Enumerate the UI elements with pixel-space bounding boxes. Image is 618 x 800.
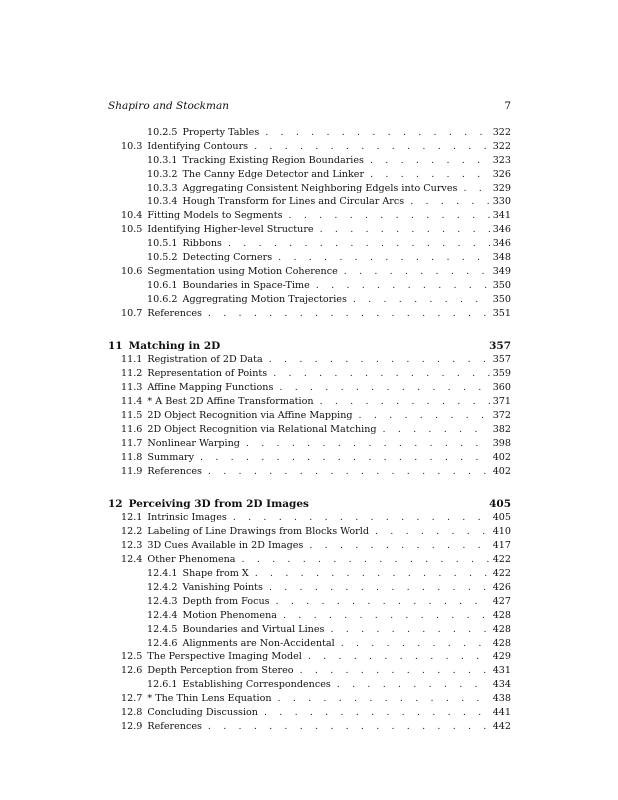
toc-entry[interactable] (108, 637, 511, 651)
dot-leader (309, 539, 489, 553)
toc-entry-page: 322 (492, 127, 511, 138)
table-of-contents (108, 126, 511, 734)
dot-leader (344, 265, 490, 279)
toc-entry[interactable] (108, 650, 511, 664)
toc-entry-page: 326 (492, 168, 511, 180)
toc-entry-number: 11.8 (121, 451, 143, 463)
toc-entry-title: Representation of Points (147, 368, 268, 380)
dot-leader (341, 637, 490, 651)
dot-leader (269, 581, 490, 595)
toc-entry-title: References (147, 465, 202, 477)
toc-entry[interactable] (108, 395, 511, 409)
dot-leader (353, 293, 490, 307)
toc-entry[interactable] (108, 720, 511, 734)
toc-entry-number: 10.3.3 (147, 182, 178, 194)
toc-entry[interactable] (108, 525, 511, 539)
toc-entry[interactable] (108, 251, 511, 265)
toc-entry-page: 426 (492, 581, 511, 593)
dot-leader (370, 168, 490, 182)
toc-entry-number: 12.4.5 (147, 623, 178, 635)
toc-entry-number: 12.4.2 (147, 581, 178, 593)
toc-entry-page: 434 (492, 679, 511, 691)
toc-entry[interactable] (108, 279, 511, 293)
toc-entry-page: 346 (492, 224, 511, 236)
dot-leader (320, 223, 490, 237)
toc-entry-page: 350 (492, 279, 511, 291)
toc-entry[interactable] (108, 678, 511, 692)
toc-entry-title: Alignments are Non-Accidental (182, 637, 335, 649)
toc-entry-title: The Canny Edge Detector and Linker (182, 168, 365, 180)
toc-entry-title: Summary (147, 451, 195, 463)
dot-leader (279, 381, 489, 395)
toc-entry[interactable] (108, 126, 511, 140)
dot-leader (265, 126, 489, 140)
toc-entry-number: 10.6 (121, 265, 143, 277)
toc-entry-page: 431 (492, 665, 511, 677)
toc-entry-page: 341 (492, 210, 511, 222)
toc-entry[interactable] (108, 595, 511, 609)
toc-entry-page: 441 (492, 706, 511, 718)
toc-chapter-12[interactable] (108, 497, 511, 511)
toc-entry-number: 12.4 (121, 554, 143, 566)
dot-leader (283, 609, 490, 623)
dot-leader (242, 553, 490, 567)
toc-entry-title: Motion Phenomena (182, 609, 277, 621)
toc-entry-page: 428 (492, 609, 511, 621)
dot-leader (269, 353, 490, 367)
toc-entry-number: 10.6.1 (147, 279, 178, 291)
dot-leader (208, 307, 490, 321)
toc-entry-title: Intrinsic Images (147, 512, 227, 524)
toc-entry-title: The Perspective Imaging Model (147, 651, 302, 663)
toc-entry-title: Identifying Contours (147, 140, 249, 152)
toc-entry-number: 12.3 (121, 540, 143, 552)
toc-block-chapter-11 (108, 353, 511, 478)
toc-entry-page: 417 (492, 540, 511, 552)
dot-leader (276, 595, 490, 609)
toc-entry[interactable] (108, 140, 511, 154)
toc-entry-title: Aggregating Consistent Neighboring Edgels into Curves (182, 182, 458, 194)
toc-entry-number: 11.3 (121, 382, 143, 394)
toc-entry[interactable] (108, 195, 511, 209)
chapter-title: Matching in 2D (128, 340, 221, 353)
dot-leader (383, 423, 490, 437)
dot-leader (264, 706, 490, 720)
toc-entry-number: 10.3.2 (147, 168, 178, 180)
toc-entry-page: 442 (492, 720, 511, 732)
dot-leader (463, 182, 489, 196)
toc-entry-page: 428 (492, 637, 511, 649)
toc-entry-number: 12.2 (121, 526, 143, 538)
toc-entry-number: 11.5 (121, 410, 143, 422)
toc-entry[interactable] (108, 539, 511, 553)
dot-leader (320, 395, 490, 409)
dot-leader (278, 251, 490, 265)
toc-entry[interactable] (108, 154, 511, 168)
toc-entry[interactable] (108, 423, 511, 437)
toc-entry[interactable] (108, 209, 511, 223)
toc-entry-title: Other Phenomena (147, 554, 236, 566)
toc-entry-number: 10.7 (121, 307, 143, 319)
toc-entry-number: 12.4.3 (147, 595, 178, 607)
dot-leader (375, 525, 490, 539)
toc-entry-number: 11.4 (121, 396, 143, 408)
toc-chapter-11[interactable] (108, 339, 511, 353)
toc-entry[interactable] (108, 353, 511, 367)
toc-entry-page: 405 (492, 512, 511, 524)
toc-entry-title: Shape from X (182, 568, 249, 580)
toc-entry-title: Property Tables (182, 127, 260, 138)
toc-entry-number: 10.3 (121, 140, 143, 152)
toc-entry-number: 12.9 (121, 720, 143, 732)
toc-entry-title: Detecting Corners (182, 252, 273, 264)
toc-entry[interactable] (108, 367, 511, 381)
toc-entry-number: 10.5.2 (147, 252, 178, 264)
toc-entry[interactable] (108, 182, 511, 196)
toc-entry-title: References (147, 307, 202, 319)
toc-entry[interactable] (108, 168, 511, 182)
dot-leader (200, 451, 490, 465)
toc-entry[interactable] (108, 609, 511, 623)
toc-entry-page: 348 (492, 252, 511, 264)
toc-entry-title: Fitting Models to Segments (147, 210, 283, 222)
toc-entry-page: 402 (492, 451, 511, 463)
dot-leader (278, 692, 490, 706)
dot-leader (359, 409, 490, 423)
toc-entry-number: 11.9 (121, 465, 143, 477)
toc-entry-number: 12.1 (121, 512, 143, 524)
toc-entry[interactable] (108, 381, 511, 395)
toc-entry-page: 330 (492, 196, 511, 208)
toc-entry-page: 360 (492, 382, 511, 394)
toc-entry-title: References (147, 720, 202, 732)
toc-entry-title: 2D Object Recognition via Relational Matching (147, 423, 377, 435)
toc-block-chapter-10 (108, 126, 511, 320)
toc-entry-number: 12.5 (121, 651, 143, 663)
toc-entry-number: 12.4.6 (147, 637, 178, 649)
toc-entry-page: 346 (492, 238, 511, 250)
toc-entry[interactable] (108, 567, 511, 581)
dot-leader (337, 678, 490, 692)
dot-leader (246, 437, 490, 451)
toc-entry-number: 12.7 (121, 693, 143, 705)
toc-entry-number: 10.6.2 (147, 293, 178, 305)
toc-entry-title: Depth Perception from Stereo (147, 665, 294, 677)
toc-entry-number: 10.5.1 (147, 238, 178, 250)
toc-entry-page: 371 (492, 396, 511, 408)
toc-entry-page: 372 (492, 410, 511, 422)
toc-entry-number: 10.3.1 (147, 154, 178, 166)
toc-entry-title: Concluding Discussion (147, 706, 258, 718)
toc-entry-number: 11.7 (121, 437, 143, 449)
page-number: 7 (504, 100, 511, 112)
toc-entry-page: 357 (492, 354, 511, 366)
toc-entry-title: Hough Transform for Lines and Circular Arcs (182, 196, 405, 208)
toc-entry[interactable] (108, 237, 511, 251)
dot-leader (289, 209, 490, 223)
chapter-page: 357 (489, 340, 511, 353)
toc-entry-number: 11.1 (121, 354, 143, 366)
toc-entry-number: 11.6 (121, 423, 143, 435)
dot-leader (208, 465, 490, 479)
toc-entry-title: Boundaries and Virtual Lines (182, 623, 325, 635)
toc-entry-title: Vanishing Points (182, 581, 263, 593)
toc-entry-page: 351 (492, 307, 511, 319)
toc-entry-page: 402 (492, 465, 511, 477)
toc-entry-number: 12.8 (121, 706, 143, 718)
toc-entry-title: Boundaries in Space-Time (182, 279, 310, 291)
running-title: Shapiro and Stockman (108, 100, 230, 112)
toc-entry-page: 322 (492, 140, 511, 152)
toc-entry-title: Establishing Correspondences (182, 679, 331, 691)
toc-entry[interactable] (108, 409, 511, 423)
toc-entry[interactable] (108, 664, 511, 678)
toc-entry[interactable] (108, 623, 511, 637)
chapter-number: 11 (108, 340, 123, 353)
dot-leader (228, 237, 490, 251)
toc-entry[interactable] (108, 223, 511, 237)
toc-entry-title: Identifying Higher-level Structure (147, 224, 314, 236)
toc-entry-page: 427 (492, 595, 511, 607)
dot-leader (316, 279, 490, 293)
toc-block-chapter-12 (108, 511, 511, 733)
toc-entry[interactable] (108, 265, 511, 279)
dot-leader (308, 650, 490, 664)
toc-entry-title: 2D Object Recognition via Affine Mapping (147, 410, 353, 422)
toc-entry[interactable] (108, 706, 511, 720)
toc-entry-page: 429 (492, 651, 511, 663)
dot-leader (300, 664, 490, 678)
toc-entry-number: 10.4 (121, 210, 143, 222)
dot-leader (410, 195, 490, 209)
toc-entry-number: 10.2.5 (147, 127, 178, 138)
toc-entry-title: Depth from Focus (182, 595, 270, 607)
toc-entry-page: 428 (492, 623, 511, 635)
toc-entry-number: 12.6.1 (147, 679, 178, 691)
toc-entry-page: 329 (492, 182, 511, 194)
toc-entry-page: 350 (492, 293, 511, 305)
toc-entry-page: 398 (492, 437, 511, 449)
dot-leader (330, 623, 489, 637)
toc-entry-title: Affine Mapping Functions (147, 382, 274, 394)
toc-entry-number: 10.3.4 (147, 196, 178, 208)
toc-entry-page: 410 (492, 526, 511, 538)
toc-entry[interactable] (108, 307, 511, 321)
toc-entry-title: 3D Cues Available in 2D Images (147, 540, 304, 552)
toc-entry-page: 359 (492, 368, 511, 380)
toc-entry[interactable] (108, 692, 511, 706)
chapter-title: Perceiving 3D from 2D Images (128, 498, 309, 511)
toc-entry[interactable] (108, 553, 511, 567)
running-header (108, 100, 511, 114)
toc-entry-page: 323 (492, 154, 511, 166)
toc-entry-number: 10.5 (121, 224, 143, 236)
toc-entry[interactable] (108, 511, 511, 525)
dot-leader (370, 154, 490, 168)
toc-entry-title: Segmentation using Motion Coherence (147, 265, 338, 277)
toc-entry-number: 11.2 (121, 368, 143, 380)
toc-entry[interactable] (108, 437, 511, 451)
dot-leader (255, 567, 490, 581)
dot-leader (233, 511, 490, 525)
toc-entry-number: 12.6 (121, 665, 143, 677)
toc-entry-title: Ribbons (182, 238, 222, 250)
chapter-page: 405 (489, 498, 511, 511)
toc-entry-title: Aggregrating Motion Trajectories (182, 293, 347, 305)
toc-entry-number: 12.4.4 (147, 609, 178, 621)
toc-entry[interactable] (108, 451, 511, 465)
dot-leader (254, 140, 490, 154)
toc-entry-page: 349 (492, 265, 511, 277)
toc-entry-title: Registration of 2D Data (147, 354, 263, 366)
dot-leader (208, 720, 490, 734)
dot-leader (273, 367, 489, 381)
chapter-number: 12 (108, 498, 123, 511)
toc-entry-title: * The Thin Lens Equation (147, 693, 272, 705)
toc-entry-number: 12.4.1 (147, 568, 178, 580)
toc-entry-page: 382 (492, 423, 511, 435)
toc-entry-page: 422 (492, 554, 511, 566)
toc-entry-title: Nonlinear Warping (147, 437, 240, 449)
toc-entry-page: 422 (492, 568, 511, 580)
toc-entry[interactable] (108, 293, 511, 307)
toc-entry-title: Labeling of Line Drawings from Blocks World (147, 526, 369, 538)
toc-entry[interactable] (108, 581, 511, 595)
toc-entry[interactable] (108, 465, 511, 479)
toc-entry-title: * A Best 2D Affine Transformation (147, 396, 314, 408)
toc-entry-page: 438 (492, 693, 511, 705)
toc-entry-title: Tracking Existing Region Boundaries (182, 154, 364, 166)
